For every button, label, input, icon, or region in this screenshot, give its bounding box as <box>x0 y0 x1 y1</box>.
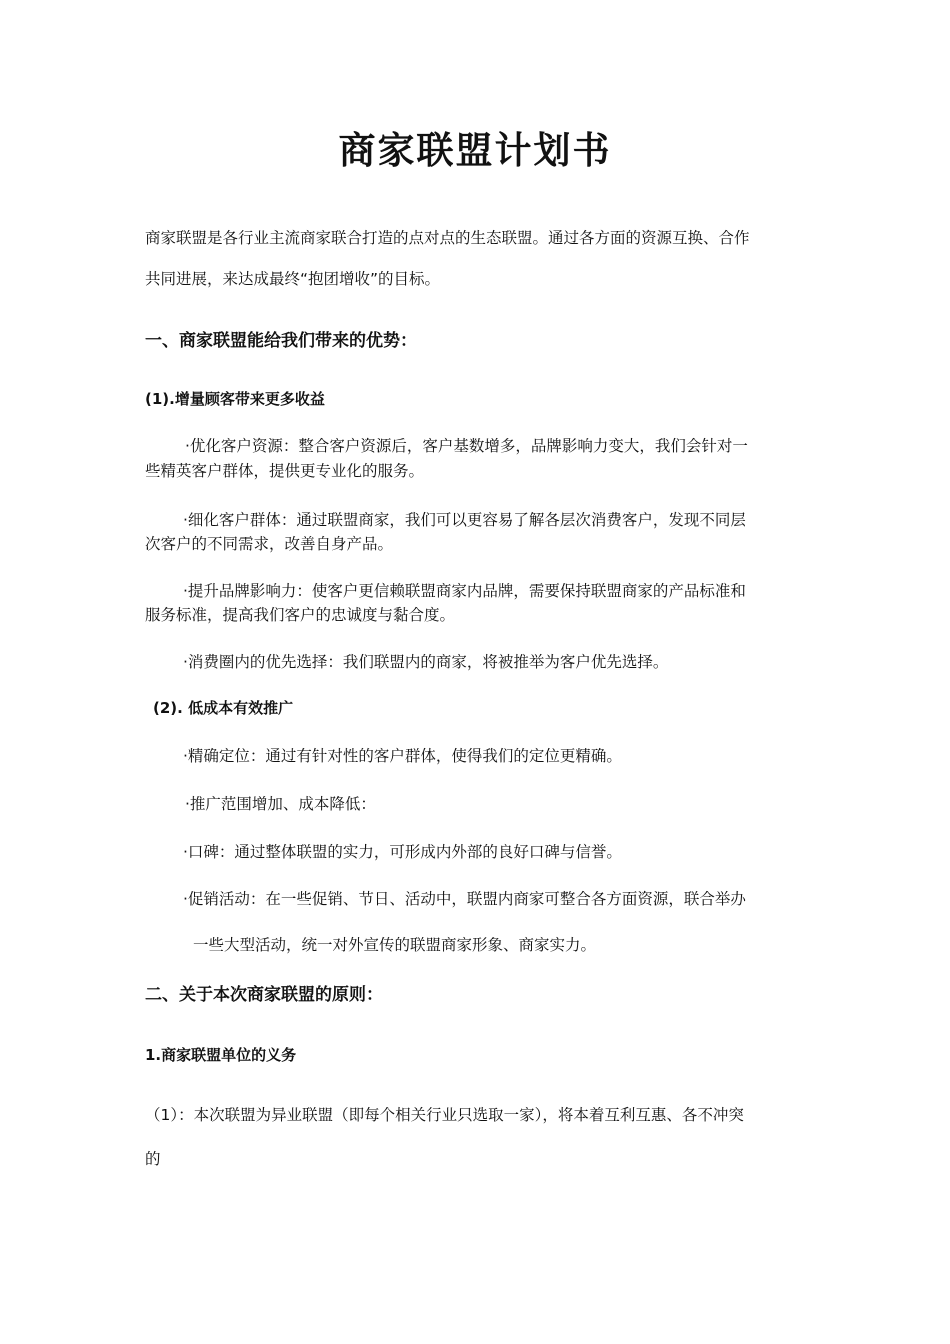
bullet-brand-line-1: ·提升品牌影响力：使客户更信赖联盟商家内品牌，需要保持联盟商家的产品标准和 <box>183 582 746 600</box>
bullet-promotion-line-1: ·促销活动：在一些促销、节日、活动中，联盟内商家可整合各方面资源，联合举办 <box>183 890 746 908</box>
principle-1-line-1: （1）：本次联盟为异业联盟（即每个相关行业只选取一家），将本着互利互惠、各不冲突 <box>145 1106 744 1124</box>
document-title: 商家联盟计划书 <box>338 128 612 172</box>
intro-line-1: 商家联盟是各行业主流商家联合打造的点对点的生态联盟。通过各方面的资源互换、合作 <box>145 229 750 247</box>
principle-1-line-2: 的 <box>145 1150 161 1168</box>
section1-heading: 一、商家联盟能给我们带来的优势： <box>145 331 417 351</box>
section1-sub2-heading: (2). 低成本有效推广 <box>153 699 294 717</box>
section2-sub1-heading: 1.商家联盟单位的义务 <box>145 1046 297 1064</box>
bullet-refine-line-1: ·细化客户群体：通过联盟商家，我们可以更容易了解各层次消费客户，发现不同层 <box>183 511 746 529</box>
bullet-optimize-line-2: 些精英客户群体，提供更专业化的服务。 <box>145 462 425 480</box>
bullet-positioning: ·精确定位：通过有针对性的客户群体，使得我们的定位更精确。 <box>183 747 622 765</box>
bullet-priority: ·消费圈内的优先选择：我们联盟内的商家，将被推举为客户优先选择。 <box>183 653 669 671</box>
section2-heading: 二、关于本次商家联盟的原则： <box>145 985 383 1005</box>
bullet-brand-line-2: 服务标准，提高我们客户的忠诚度与黏合度。 <box>145 606 456 624</box>
section1-sub1-heading: (1).增量顾客带来更多收益 <box>145 390 325 408</box>
intro-line-2: 共同进展，来达成最终“抱团增收”的目标。 <box>145 270 441 288</box>
bullet-promotion-line-2: 一些大型活动，统一对外宣传的联盟商家形象、商家实力。 <box>193 936 597 954</box>
bullet-scope: ·推广范围增加、成本降低： <box>185 795 376 813</box>
bullet-optimize-line-1: ·优化客户资源：整合客户资源后，客户基数增多，品牌影响力变大，我们会针对一 <box>185 437 748 455</box>
bullet-reputation: ·口碑：通过整体联盟的实力，可形成内外部的良好口碑与信誉。 <box>183 843 622 861</box>
bullet-refine-line-2: 次客户的不同需求，改善自身产品。 <box>145 535 394 553</box>
